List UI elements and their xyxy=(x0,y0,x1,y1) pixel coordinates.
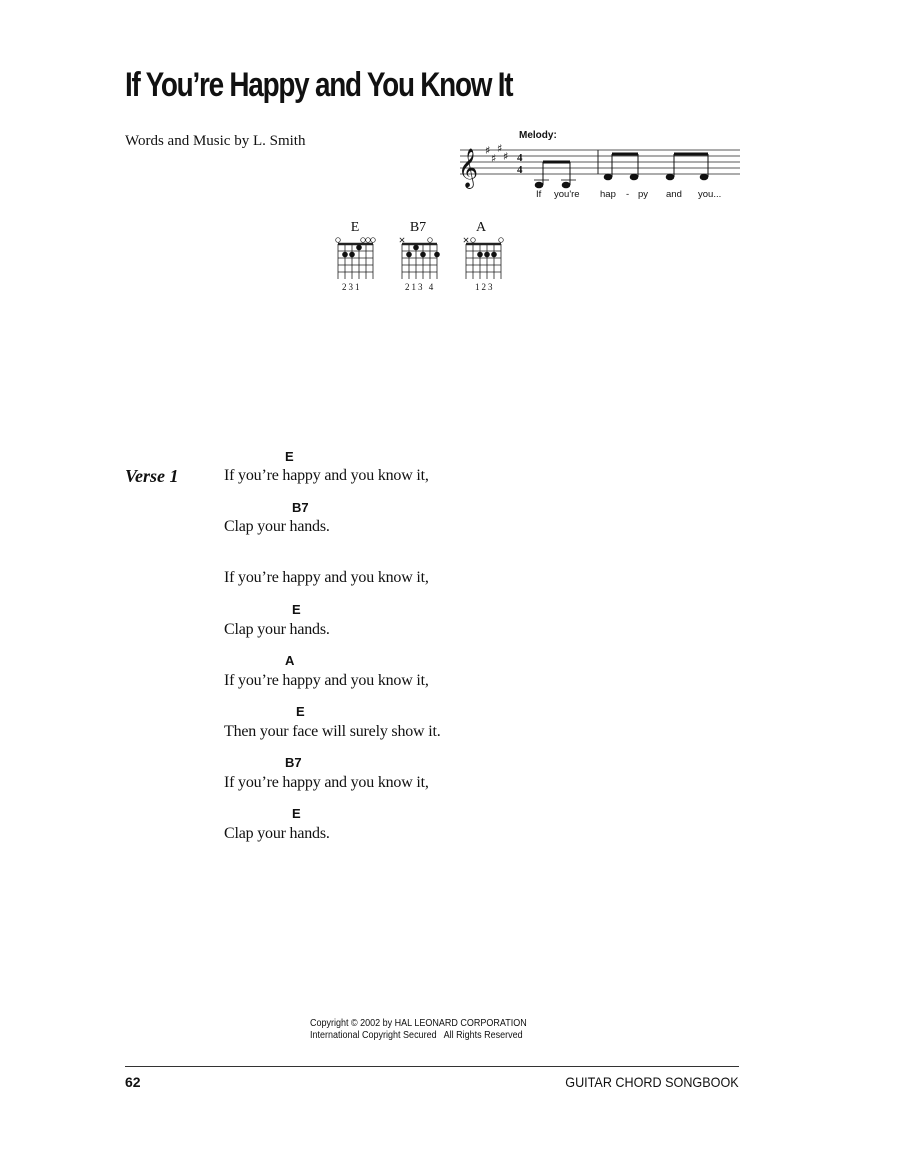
lyric-line: If you’re happy and you know it, xyxy=(224,774,429,791)
chord-grid-b7 xyxy=(398,236,440,280)
melody-lyric: - xyxy=(626,189,630,200)
chord-fingering: 231 xyxy=(342,282,362,292)
page-number: 62 xyxy=(125,1074,141,1090)
svg-text:4: 4 xyxy=(517,152,523,164)
lyric-line: Clap your hands. xyxy=(224,518,330,535)
melody-lyric: and xyxy=(666,189,682,200)
lyric-line: If you’re happy and you know it, xyxy=(224,467,429,484)
chord-fingering: 213 4 xyxy=(405,282,436,292)
melody-lyric: hap xyxy=(600,189,616,200)
copyright-line: Copyright © 2002 by HAL LEONARD CORPORATION xyxy=(310,1018,527,1029)
melody-staff xyxy=(455,138,745,190)
chord-fingering: 123 xyxy=(475,282,495,292)
verse-label: Verse 1 xyxy=(125,466,179,486)
lyric-chord: E xyxy=(285,449,294,464)
lyric-chord: E xyxy=(296,704,305,719)
svg-text:♯: ♯ xyxy=(503,150,509,163)
book-title: GUITAR CHORD SONGBOOK xyxy=(565,1074,739,1090)
chord-diagram-name: E xyxy=(350,220,360,235)
lyric-line: Clap your hands. xyxy=(224,825,330,842)
chord-diagram-name: A xyxy=(475,220,487,235)
melody-lyric: py xyxy=(638,189,649,200)
lyric-chord: A xyxy=(285,653,295,668)
footer-divider xyxy=(125,1066,739,1067)
chord-grid-a xyxy=(462,236,504,280)
lyric-chord: B7 xyxy=(285,755,302,770)
svg-text:♯: ♯ xyxy=(497,142,503,155)
melody-lyric: you're xyxy=(554,189,580,200)
lyric-line: If you’re happy and you know it, xyxy=(224,672,429,689)
lyric-line: Then your face will surely show it. xyxy=(224,723,441,740)
lyric-chord: E xyxy=(292,602,301,617)
time-signature xyxy=(517,152,523,176)
treble-clef-icon: 𝄞 xyxy=(458,148,479,188)
melody-lyric: you... xyxy=(698,189,722,200)
lyric-line: If you’re happy and you know it, xyxy=(224,569,429,586)
lyric-line: Clap your hands. xyxy=(224,621,330,638)
song-credit: Words and Music by L. Smith xyxy=(125,133,306,149)
key-signature xyxy=(485,142,508,165)
chord-diagram-name: B7 xyxy=(409,220,427,235)
svg-text:♯: ♯ xyxy=(491,152,497,165)
lyric-chord: E xyxy=(292,806,301,821)
copyright-notice xyxy=(310,1018,527,1042)
melody-label: Melody: xyxy=(519,130,557,141)
svg-text:♯: ♯ xyxy=(485,144,491,157)
song-title: If You’re Happy and You Know It xyxy=(125,66,513,104)
lyric-chord: B7 xyxy=(292,500,309,515)
copyright-line: International Copyright Secured All Rights Reserved xyxy=(310,1030,523,1041)
svg-text:4: 4 xyxy=(517,164,523,176)
chord-grid-e xyxy=(334,236,376,280)
melody-lyric: If xyxy=(536,189,542,200)
